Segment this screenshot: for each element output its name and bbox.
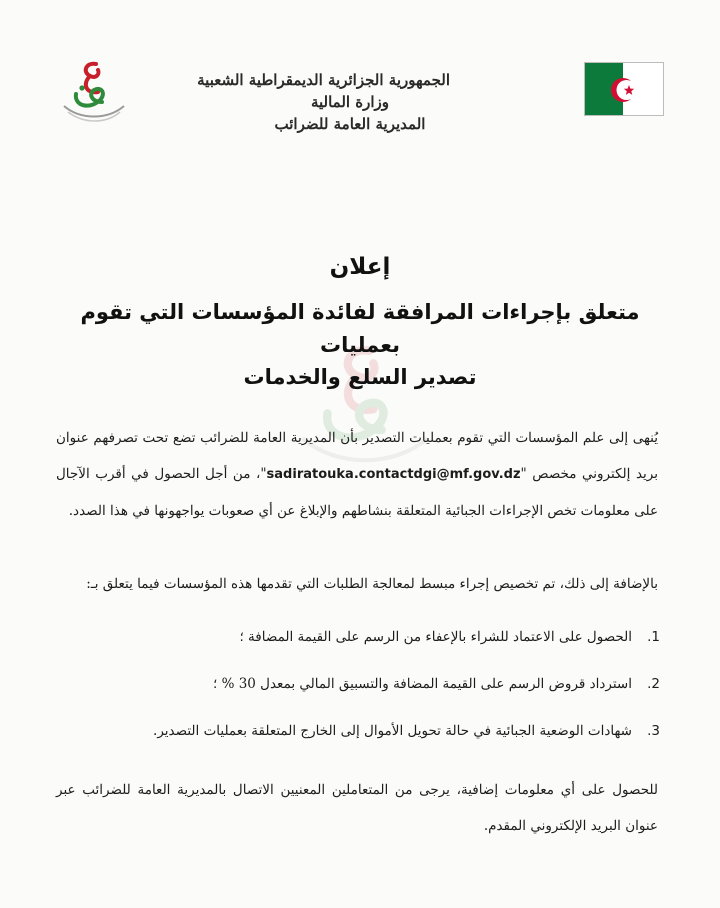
list-item-number: 2. — [647, 676, 660, 692]
list-item — [100, 669, 660, 716]
organization-header — [197, 70, 450, 135]
org-line-directorate: المديرية العامة للضرائب — [274, 114, 426, 133]
org-line-ministry: وزارة المالية — [310, 92, 390, 111]
announcement-subtitle — [60, 296, 660, 394]
dgi-logo-icon — [56, 54, 132, 126]
contact-email: sadiratouka.contactdgi@mf.gov.dz — [266, 467, 521, 482]
intro-paragraph — [56, 420, 658, 529]
subtitle-line-2: تصدير السلع والخدمات — [243, 365, 477, 390]
list-item-text: شهادات الوضعية الجبائية في حالة تحويل الأموال إلى الخارج المتعلقة بعمليات التصدير. — [153, 723, 632, 739]
subtitle-line-1: متعلق بإجراءات المرافقة لفائدة المؤسسات التي تقوم بعمليات — [80, 300, 640, 357]
contact-paragraph: للحصول على أي معلومات إضافية، يرجى من المتعاملين المعنيين الاتصال بالمديرية العامة للضرائب عبر عنوان البريد الإلكتروني المقدم. — [56, 782, 658, 834]
list-item — [100, 716, 660, 763]
algeria-flag-icon — [584, 62, 664, 116]
list-item-text: استرداد قروض الرسم على القيمة المضافة والتسبيق المالي بمعدل 30 % ؛ — [212, 676, 632, 692]
list-item-text: الحصول على الاعتماد للشراء بالإعفاء من الرسم على القيمة المضافة ؛ — [239, 629, 632, 645]
intro-text-after-email: "، من أجل الحصول في أقرب الآجال على معلومات تخص الإجراءات الجبائية المتعلقة بنشاطهم والإبلاغ عن أي صعوبات يواجهونها في هذا الصدد. — [56, 466, 658, 519]
list-item — [100, 622, 660, 669]
announcement-title: إعلان — [329, 254, 391, 280]
intro-text-before-email: يُنهى إلى علم المؤسسات التي تقوم بعمليات التصدير بأن المديرية العامة للضرائب تضع تحت تصرفهم عنوان بريد إلكتروني مخصص " — [56, 430, 658, 482]
list-item-number: 3. — [647, 723, 660, 739]
list-item-number: 1. — [647, 629, 660, 645]
procedure-paragraph: بالإضافة إلى ذلك، تم تخصيص إجراء مبسط لمعالجة الطلبات التي تقدمها هذه المؤسسات فيما يتعلق بـ: — [86, 576, 658, 592]
procedure-list — [100, 622, 660, 763]
org-line-republic: الجمهورية الجزائرية الديمقراطية الشعبية — [197, 71, 450, 89]
